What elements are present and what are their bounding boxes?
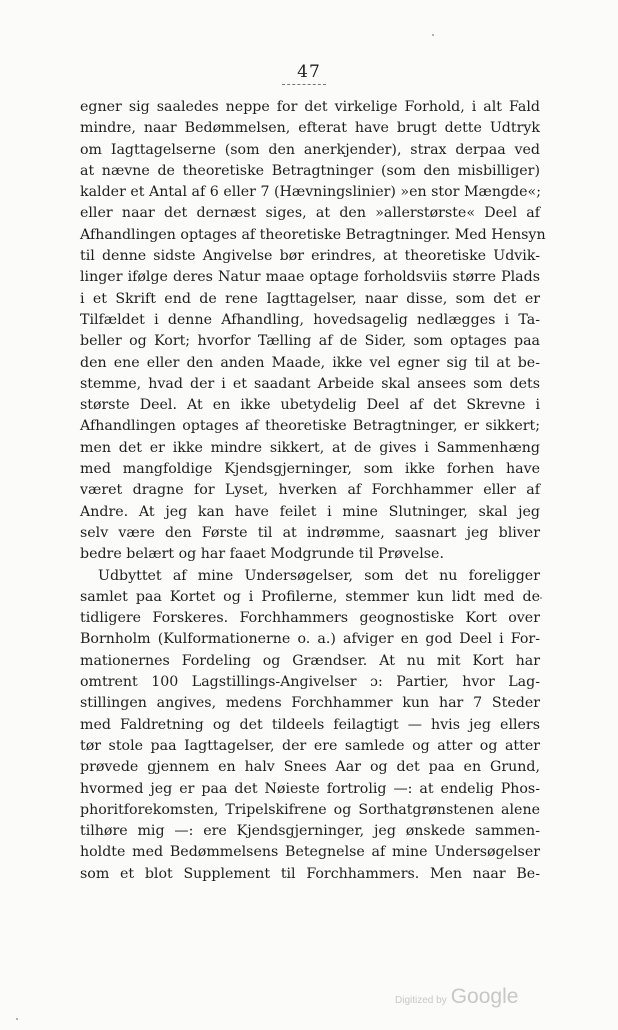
- google-logo: Google: [450, 985, 519, 1008]
- text-line: eller naar det dernæst siges, at den »allerstørste« Deel af: [80, 205, 540, 222]
- text-line: beller og Kort; hvorfor Tælling af de Sider, som optages paa: [80, 333, 540, 350]
- text-line: været dragne for Lyset, hverken af Forchhammer eller af: [80, 482, 540, 499]
- paper-speck: [16, 1018, 18, 1020]
- text-line: i et Skrift end de rene Iagttagelser, naar disse, som det er: [80, 290, 540, 307]
- text-line: holdte med Bedømmelsens Betegnelse af mine Undersøgelser: [80, 844, 540, 861]
- text-line: stillingen angives, medens Forchhammer kun har 7 Steder: [80, 695, 540, 712]
- text-line: Afhandlingen optages af theoretiske Betragtninger. Med Hensyn: [80, 226, 546, 243]
- text-line: tilhøre mig —: ere Kjendsgjerninger, jeg ønskede sammen-: [80, 823, 540, 840]
- text-line: som et blot Supplement til Forchhammers. Men naar Be-: [80, 865, 540, 882]
- text-line: mationernes Fordeling og Grændser. At nu mit Kort har: [80, 652, 540, 669]
- text-line: at nævne de theoretiske Betragtninger (som den misbilliger): [80, 162, 540, 179]
- paper-speck: [432, 34, 434, 36]
- text-line: med Faldretning og det tildeels feilagtigt — hvis jeg ellers: [80, 716, 540, 733]
- text-line: hvormed jeg er paa det Nøieste fortrolig —: at endelig Phos-: [80, 780, 540, 797]
- text-line: tør stole paa Iagttagelser, der ere samlede og atter og atter: [80, 737, 540, 754]
- text-line: Udbyttet af mine Undersøgelser, som det nu foreligger: [98, 567, 540, 584]
- text-line: men det er ikke mindre sikkert, at de gives i Sammenhæng: [80, 439, 540, 456]
- watermark-prefix: Digitized by: [395, 995, 447, 1006]
- text-line: om Iagttagelserne (som den anerkjender), strax derpaa ved: [80, 141, 540, 158]
- text-line: Bornholm (Kulformationerne o. a.) afviger en god Deel i For-: [80, 631, 540, 648]
- text-line: mindre, naar Bedømmelsen, efterat have brugt dette Udtryk: [80, 120, 540, 137]
- text-line: selv være den Første til at indrømme, saasnart jeg bliver: [80, 524, 540, 541]
- text-line: den ene eller den anden Maade, ikke vel egner sig til at be-: [80, 354, 540, 371]
- text-line: phoritforekomsten, Tripelskifrene og Sorthatgrønstenen alene: [80, 801, 540, 818]
- page-number: 47: [297, 62, 321, 82]
- digitized-watermark: [395, 985, 518, 1009]
- text-line: med mangfoldige Kjendsgjerninger, som ikke forhen have: [80, 461, 540, 478]
- text-line: Afhandlingen optages af theoretiske Betragtninger, er sikkert;: [80, 418, 540, 435]
- text-line: største Deel. At en ikke ubetydelig Deel af det Skrevne i: [80, 397, 540, 414]
- paper-speck: [540, 597, 542, 599]
- text-line: bedre belært og har faaet Modgrunde til Prøvelse.: [80, 546, 444, 563]
- text-line: prøvede gjennem en halv Snees Aar og det paa en Grund,: [80, 759, 540, 776]
- text-line: omtrent 100 Lagstillings-Angivelser ɔ: Partier, hvor Lag-: [80, 674, 540, 691]
- text-line: stemme, hvad der i et saadant Arbeide skal ansees som dets: [80, 375, 540, 392]
- text-line: til denne sidste Angivelse bør erindres, at theoretiske Udvik-: [80, 248, 540, 265]
- text-line: Tilfældet i denne Afhandling, hovedsagelig nedlægges i Ta-: [80, 311, 540, 328]
- page-number-rule: [282, 84, 326, 86]
- text-line: egner sig saaledes neppe for det virkelige Forhold, i alt Fald: [80, 99, 540, 115]
- body-text: [80, 97, 546, 885]
- text-line: Andre. At jeg kan have feilet i mine Slutninger, skal jeg: [80, 503, 540, 520]
- text-line: tidligere Forskeres. Forchhammers geognostiske Kort over: [80, 610, 540, 627]
- text-line: samlet paa Kortet og i Profilerne, stemmer kun lidt med de: [80, 588, 540, 605]
- text-line: kalder et Antal af 6 eller 7 (Hævningslinier) »en stor Mængde«;: [80, 184, 541, 201]
- text-line: linger ifølge deres Natur maae optage forholdsviis større Plads: [80, 269, 540, 286]
